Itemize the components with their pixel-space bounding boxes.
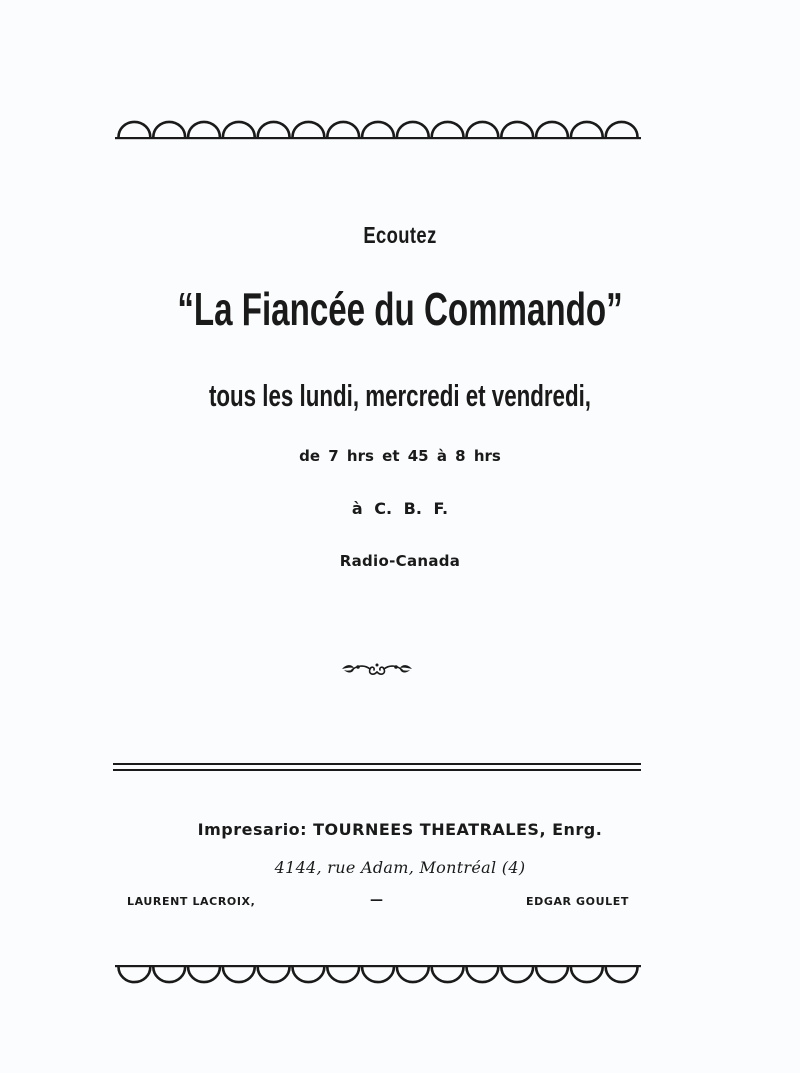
- listen-heading: Ecoutez: [363, 222, 437, 248]
- manager-right: EDGAR GOULET: [525, 895, 629, 908]
- scalloped-border-bottom: [113, 962, 643, 992]
- schedule-days: tous les lundi, mercredi et vendredi,: [208, 378, 592, 413]
- divider-rule: [113, 769, 641, 771]
- separator-dash: —: [370, 893, 384, 908]
- scalloped-border-top: [113, 118, 643, 144]
- program-title: “La Fiancée du Commando”: [177, 283, 623, 335]
- managers-line: [127, 895, 629, 913]
- manager-left: LAURENT LACROIX,: [127, 895, 256, 908]
- divider-rule: [113, 763, 641, 765]
- address-line: 4144, rue Adam, Montréal (4): [274, 858, 526, 877]
- network-name: Radio-Canada: [339, 552, 461, 570]
- station-callsign: à C. B. F.: [351, 499, 449, 518]
- floral-ornament-icon: [340, 656, 414, 678]
- schedule-hours: de 7 hrs et 45 à 8 hrs: [299, 447, 501, 465]
- impresario-line: Impresario: TOURNEES THEATRALES, Enrg.: [197, 820, 603, 839]
